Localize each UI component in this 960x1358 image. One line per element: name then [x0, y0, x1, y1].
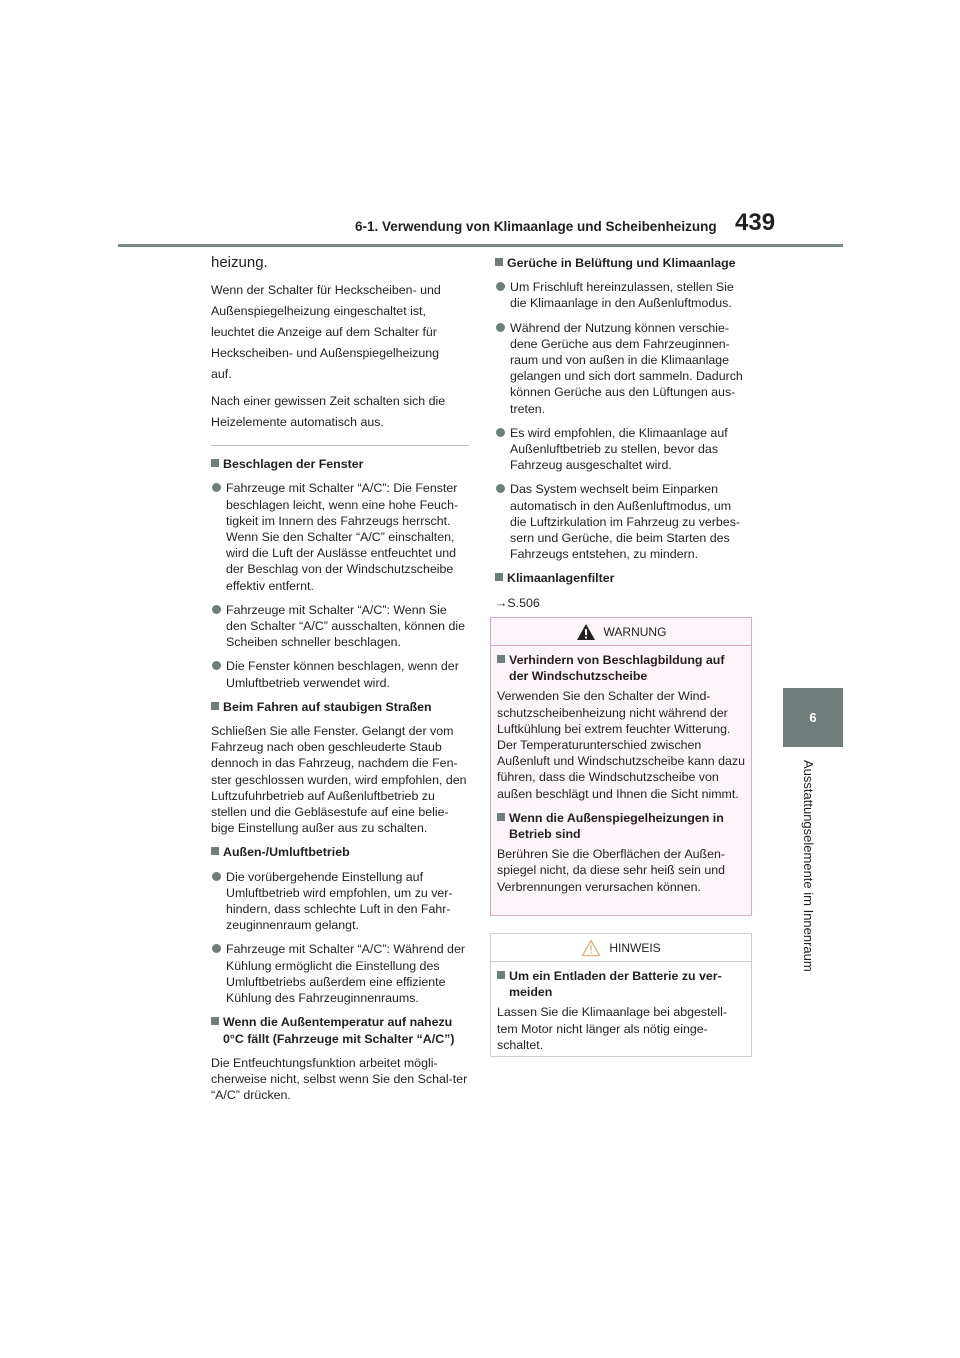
chapter-side-label-text: Ausstattungselemente im Innenraum	[801, 760, 816, 972]
text-line: Außenspiegelheizung eingeschaltet ist,	[211, 304, 426, 319]
auto-off-paragraph	[211, 391, 469, 433]
header-rule	[118, 244, 843, 247]
notice-label: HINWEIS	[609, 940, 661, 955]
heater-paragraph	[211, 280, 469, 385]
section-heading-filter: Klimaanlagenfilter	[495, 570, 751, 586]
page-number: 439	[735, 209, 776, 236]
left-column	[211, 255, 469, 1111]
bullet-item: Während der Nutzung können verschie-dene Gerüche aus dem Fahrzeuginnen-raum und von außen in die Klimaanlage gelangen und sich dort sammeln. Dadurch können Gerüche aus den Lüftungen aus-treten.	[495, 320, 751, 417]
text-line: Heckscheiben- und Außenspiegelheizung	[211, 346, 440, 361]
bullet-item: Die Fenster können beschlagen, wenn der Umluftbetrieb verwendet wird.	[211, 658, 469, 690]
section-header: 6-1. Verwendung von Klimaanlage und Scheibenheizung	[355, 219, 717, 234]
warning-header	[491, 618, 751, 646]
warning-box	[490, 617, 752, 916]
warning-heading: Verhindern von Beschlagbildung auf der Windschutzscheibe	[497, 652, 745, 684]
notice-body	[491, 962, 751, 1053]
section-heading-odors: Gerüche in Belüftung und Klimaanlage	[495, 255, 751, 271]
page-reference-link[interactable]: →S.506	[495, 595, 540, 610]
text-line: Heizelemente automatisch aus.	[211, 415, 384, 430]
notice-triangle-icon	[581, 939, 601, 957]
warning-body	[491, 646, 751, 895]
warning-paragraph: Berühren Sie die Oberflächen der Außen-spiegel nicht, da diese sehr heiß sein und Verbrennungen verursachen können.	[497, 847, 725, 894]
chapter-rule	[783, 746, 843, 747]
section-heading-low-temperature: Wenn die Außentemperatur auf nahezu 0°C fällt (Fahrzeuge mit Schalter “A/C”)	[211, 1014, 469, 1046]
text-line: Wenn der Schalter für Heckscheiben- und	[211, 283, 441, 298]
section-divider	[211, 445, 469, 446]
section-heading-fogging: Beschlagen der Fenster	[211, 456, 469, 472]
right-column	[495, 255, 751, 611]
section-heading-dusty-roads: Beim Fahren auf staubigen Straßen	[211, 699, 469, 715]
bullet-item: Fahrzeuge mit Schalter “A/C”: Die Fenster beschlagen leicht, wenn eine hohe Feuch-tigkeit im Innern des Fahrzeugs herrscht. Wenn Sie den Schalter “A/C” einschalten, wird die Luft der Auslässe entfeuchtet und der Beschlag von der Windschutzscheibe effektiv entfernt.	[211, 480, 469, 593]
chapter-tab: 6	[783, 688, 843, 746]
notice-box	[490, 933, 752, 1057]
bullet-item: Es wird empfohlen, die Klimaanlage auf Außenluftbetrieb zu stellen, bevor das Fahrzeug ausgeschaltet wird.	[495, 425, 751, 474]
text-line: auf.	[211, 367, 232, 382]
paragraph: Schließen Sie alle Fenster. Gelangt der vom Fahrzeug nach oben geschleuderte Staub dennoch in das Fahrzeug, nachdem die Fen-ster geschlossen wurden, wird empfohlen, den Luftzufuhrbetrieb auf Außenluftbetrieb zu stellen und die Gebläsestufe auf eine belie-bige Einstellung außer aus zu schalten.	[211, 724, 467, 836]
warning-label: WARNUNG	[603, 624, 667, 639]
warning-heading: Wenn die Außenspiegelheizungen in Betrieb sind	[497, 810, 745, 842]
bullet-item: Das System wechselt beim Einparken automatisch in den Außenluftmodus, um die Luftzirkulation im Fahrzeug zu verbes-sern und Gerüche, die beim Starten des Fahrzeugs entstehen, zu mindern.	[495, 481, 751, 562]
notice-header	[491, 934, 751, 962]
bullet-item: Fahrzeuge mit Schalter “A/C”: Während der Kühlung ermöglicht die Einstellung des Umluftbetriebs außerdem eine effiziente Kühlung des Fahrzeuginnenraums.	[211, 941, 469, 1006]
bullet-item: Um Frischluft hereinzulassen, stellen Sie die Klimaanlage in den Außenluftmodus.	[495, 279, 751, 311]
notice-paragraph: Lassen Sie die Klimaanlage bei abgestell-tem Motor nicht länger als nötig einge-schaltet.	[497, 1005, 728, 1052]
chapter-side-label	[800, 760, 820, 990]
notice-heading: Um ein Entladen der Batterie zu ver-meiden	[497, 968, 745, 1000]
continued-heading: heizung.	[211, 254, 268, 271]
warning-paragraph: Verwenden Sie den Schalter der Wind-schutzscheibenheizung nicht während der Luftkühlung bei extrem feuchter Witterung. Der Temperaturunterschied zwischen Außenluft und Windschutzscheibe kann dazu führen, dass die Windschutzscheibe von außen beschlägt und Ihnen die Sicht nimmt.	[497, 689, 745, 801]
text-line: Nach einer gewissen Zeit schalten sich die	[211, 394, 446, 409]
warning-triangle-icon	[576, 623, 596, 641]
section-heading-recirculation: Außen-/Umluftbetrieb	[211, 844, 469, 860]
bullet-item: Fahrzeuge mit Schalter “A/C”: Wenn Sie den Schalter “A/C” ausschalten, können die Scheiben schneller beschlagen.	[211, 602, 469, 651]
bullet-item: Die vorübergehende Einstellung auf Umluftbetrieb wird empfohlen, um zu ver-hindern, dass schlechte Luft in den Fahr-zeuginnenraum gelangt.	[211, 869, 469, 934]
text-line: leuchtet die Anzeige auf dem Schalter für	[211, 325, 437, 340]
paragraph: Die Entfeuchtungsfunktion arbeitet mögli-cherweise nicht, selbst wenn Sie den Schal-ter “A/C” drücken.	[211, 1055, 468, 1103]
